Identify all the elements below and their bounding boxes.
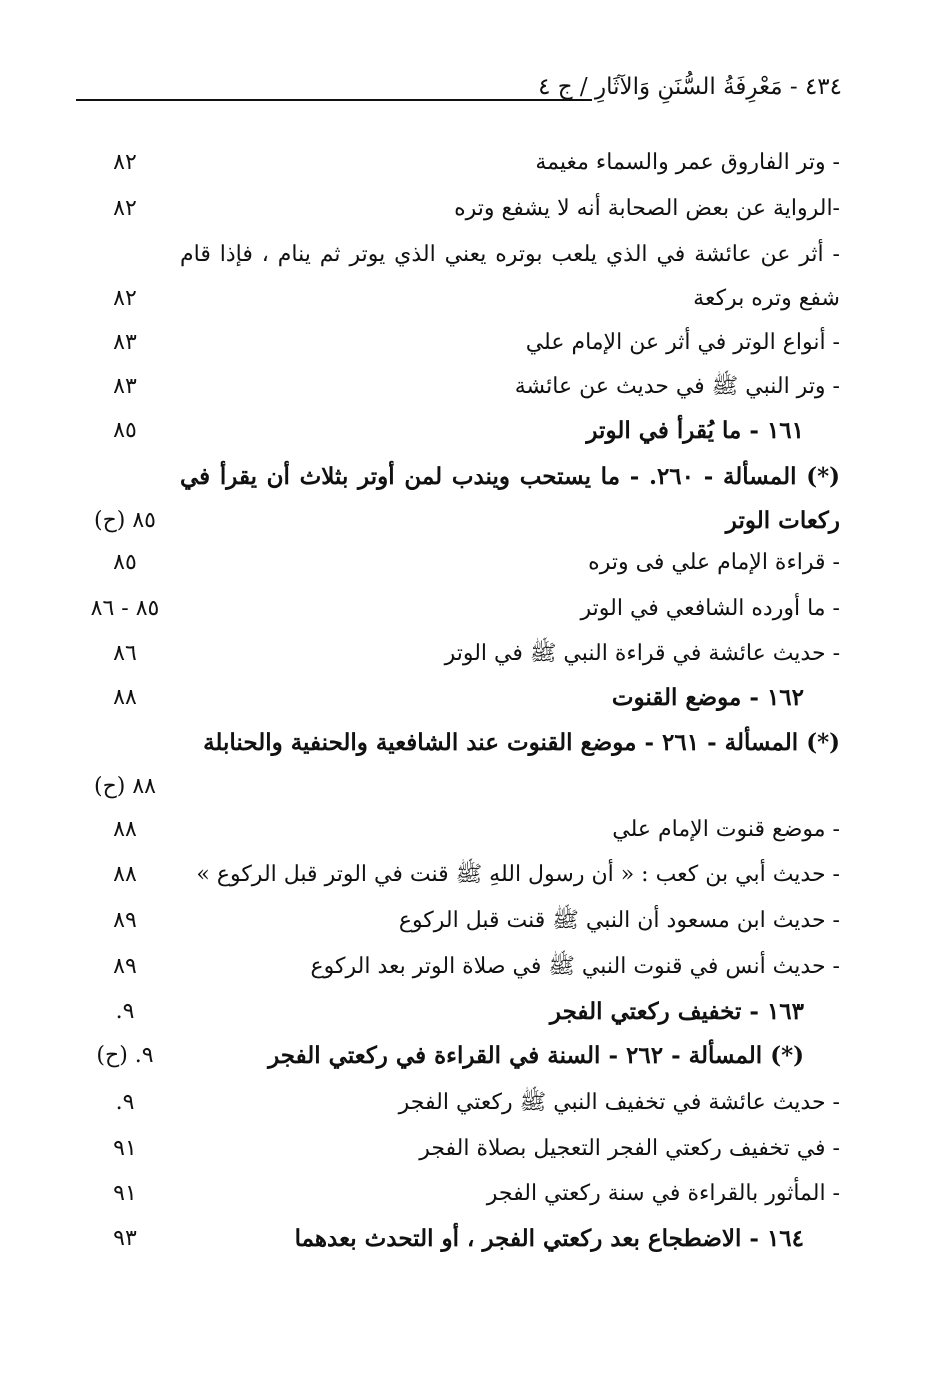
entry-page: ٨٢	[113, 150, 137, 175]
chapter-text: ١٦٣ - تخفيف ركعتي الفجر	[549, 998, 804, 1025]
chapter-text: ١٦١ - ما يُقرأ في الوتر	[586, 417, 804, 444]
entry-page: ٨٢	[113, 196, 137, 221]
entry-page: ٩١	[113, 1136, 137, 1161]
entry-text: - المأثور بالقراءة في سنة ركعتي الفجر	[486, 1181, 840, 1206]
entry-page: ٩١	[113, 1181, 137, 1206]
entry-text: - حديث أنس في قنوت النبي ﷺ في صلاة الوتر بعد الركوع	[310, 954, 840, 979]
entry-page: ٨٦	[113, 641, 137, 666]
entry-text: - حديث أبي بن كعب : « أن رسول اللهِ ﷺ قنت في الوتر قبل الركوع »	[196, 862, 840, 887]
entry-text: - حديث ابن مسعود أن النبي ﷺ قنت قبل الركوع	[398, 908, 840, 933]
entry-page: ٩.	[115, 1090, 135, 1115]
issue-text: (*) المسألة - ٢٦٢ - السنة في القراءة في ركعتي الفجر	[268, 1042, 804, 1069]
entry-text: -الرواية عن بعض الصحابة أنه لا يشفع وتره	[454, 196, 840, 221]
entry-page: ٨٥	[113, 418, 137, 443]
issue-text: (*) المسألة - ٢٦١ - موضع القنوت عند الشافعية والحنفية والحنابلة	[203, 729, 840, 756]
entry-page: ٨٨	[113, 685, 137, 710]
issue-text: (*) المسألة - ٢٦٠. - ما يستحب ويندب لمن أوتر بثلاث أن يقرأ في ركعات الوتر	[180, 463, 840, 534]
entry-page: ٨٣	[113, 374, 137, 399]
entry-page: ٩. (ح)	[96, 1043, 154, 1068]
entry-text: - حديث عائشة في قراءة النبي ﷺ في الوتر	[444, 641, 840, 666]
entry-page: ٨٨	[113, 817, 137, 842]
entry-page: ٩.	[115, 999, 135, 1024]
entry-page: ٨٩	[113, 908, 137, 933]
chapter-text: ١٦٤ - الاضطجاع بعد ركعتي الفجر ، أو التحدث بعدهما	[294, 1225, 804, 1252]
running-header: ٤٣٤ - مَعْرِفَةُ السُّنَنِ وَالآثَارِ / ج ٤	[538, 74, 842, 100]
entry-page: ٨٥ (ح)	[93, 508, 156, 533]
header-rule	[76, 99, 592, 101]
entry-text: - أثر عن عائشة في الذي يلعب بوتره يعني الذي يوتر ثم ينام ، فإذا قام شفع وتره بركعة	[180, 242, 840, 311]
entry-text: - في تخفيف ركعتي الفجر التعجيل بصلاة الفجر	[419, 1136, 840, 1161]
entry-page: ٨٨	[113, 862, 137, 887]
entry-text: - حديث عائشة في تخفيف النبي ﷺ ركعتي الفجر	[398, 1090, 840, 1115]
chapter-text: ١٦٢ - موضع القنوت	[611, 684, 804, 711]
entry-text: - قراءة الإمام علي فى وتره	[588, 550, 840, 575]
entry-page: ٩٣	[113, 1226, 137, 1251]
entry-text: - موضع قنوت الإمام علي	[612, 817, 840, 842]
entry-page: ٨٥	[113, 550, 137, 575]
entry-page: ٨٩	[113, 954, 137, 979]
entry-page: ٨٢	[113, 286, 137, 311]
entry-page: ٨٣	[113, 330, 137, 355]
entry-text: - ما أورده الشافعي في الوتر	[580, 596, 840, 621]
entry-text: - وتر النبي ﷺ في حديث عن عائشة	[514, 374, 840, 399]
entry-page: ٨٨ (ح)	[93, 774, 156, 799]
entry-page: ٨٥ - ٨٦	[90, 596, 160, 621]
entry-text: - أنواع الوتر في أثر عن الإمام علي	[525, 330, 840, 355]
entry-text: - وتر الفاروق عمر والسماء مغيمة	[535, 150, 840, 175]
